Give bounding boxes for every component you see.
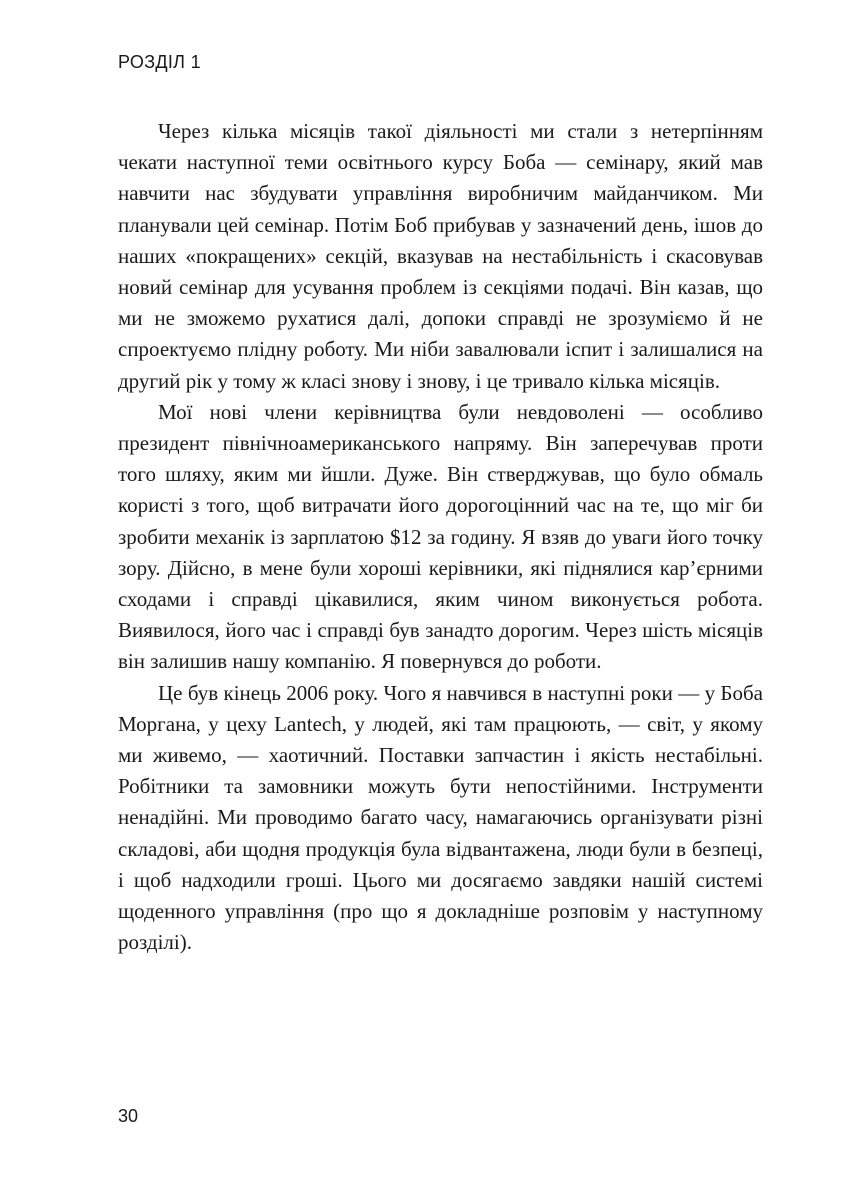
body-text bbox=[118, 116, 763, 958]
paragraph: Мої нові члени керівництва були невдоволені — особливо президент північноамериканського напряму. Він заперечував проти того шляху, яким ми йшли. Дуже. Він стверджував, що було обмаль користі з того, щоб витрачати його дорогоцінний час на те, що міг би зробити механік із зарплатою $12 за годину. Я взяв до уваги його точку зору. Дійсно, в мене були хороші керівники, які піднялися кар’єрними сходами і справді цікавилися, яким чином виконується робота. Виявилося, його час і справді був занадто дорогим. Через шість місяців він залишив нашу компанію. Я повернувся до роботи. bbox=[118, 399, 763, 674]
page-number: 30 bbox=[118, 1106, 139, 1126]
running-head: РОЗДІЛ 1 bbox=[118, 52, 201, 72]
paragraph: Це був кінець 2006 року. Чого я навчився в наступні роки — у Боба Моргана, у цеху Lantech, у людей, які там працюють, — світ, у якому ми живемо, — хаотичний. Поставки запчастин і якість нестабільні. Робітники та замовники можуть бути непостійними. Інструменти ненадійні. Ми проводимо багато часу, намагаючись організувати різні складові, аби щодня продукція була відвантажена, люди були в безпеці, і щоб надходили гроші. Цього ми досягаємо завдяки нашій системі щоденного управління (про що я докладніше розповім у наступному розділі). bbox=[118, 680, 763, 955]
paragraph: Через кілька місяців такої діяльності ми стали з нетерпінням чекати наступної теми освітнього курсу Боба — семінару, який мав навчити нас збудувати управління виробничим майданчиком. Ми планували цей семінар. Потім Боб прибував у зазначений день, ішов до наших «покращених» секцій, вказував на нестабільність і скасовував новий семінар для усування проблем із секціями подачі. Він казав, що ми не зможемо рухатися далі, допоки справді не зрозуміємо й не спроектуємо плідну роботу. Ми ніби завалювали іспит і залишалися на другий рік у тому ж класі знову і знову, і це тривало кілька місяців. bbox=[118, 119, 763, 393]
